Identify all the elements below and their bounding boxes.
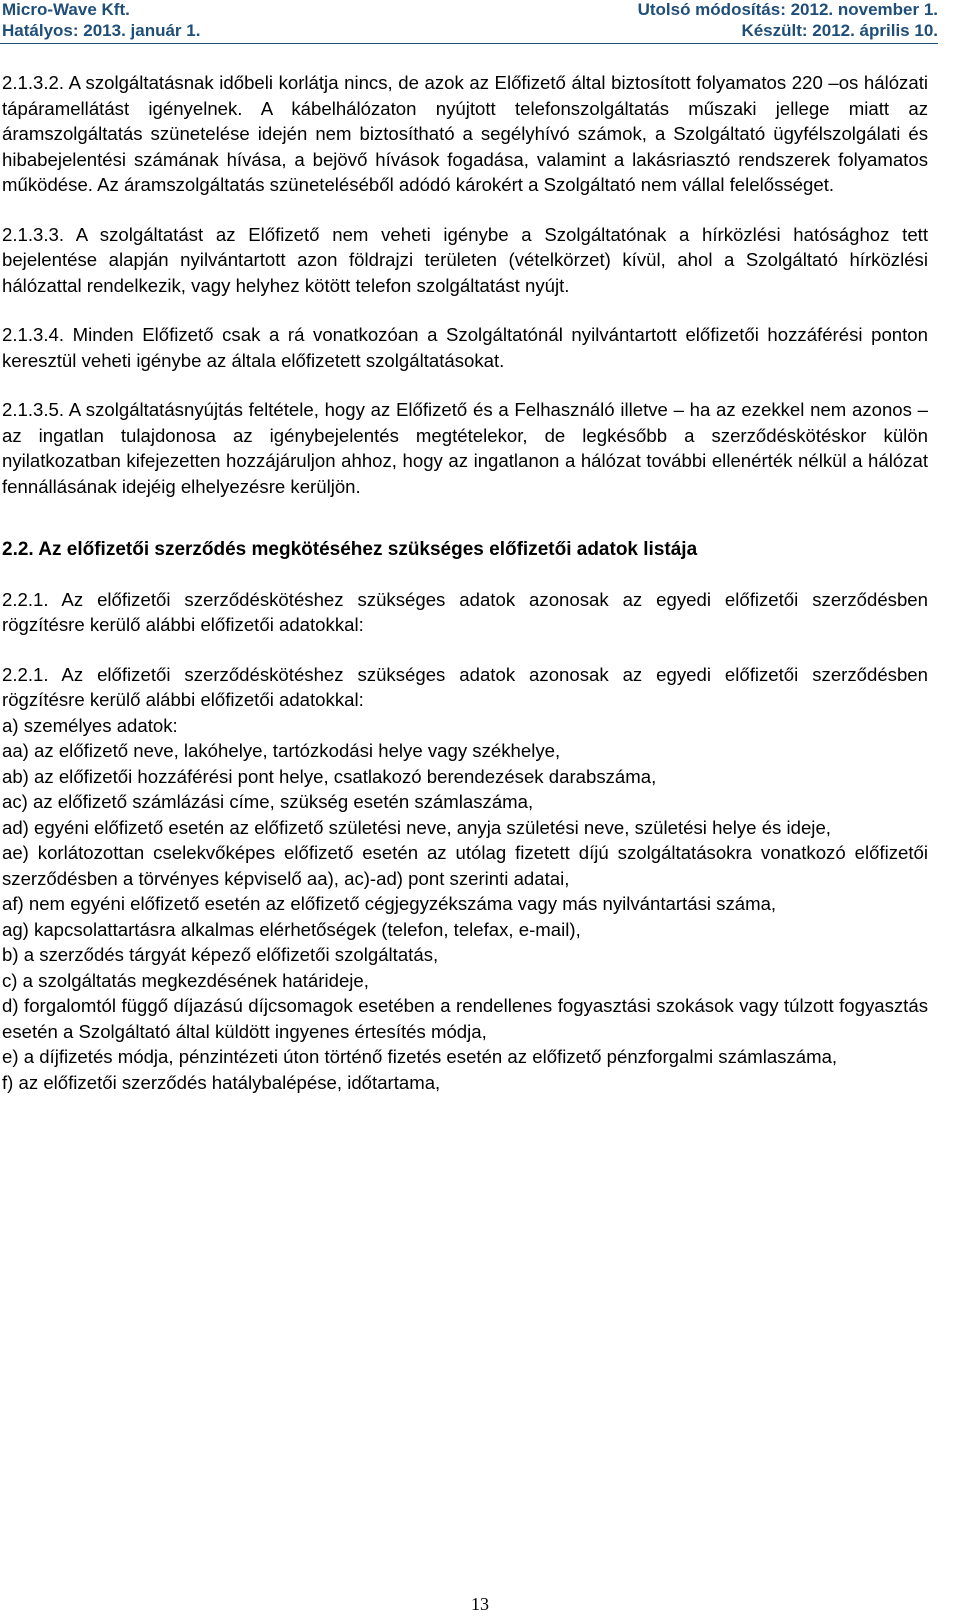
company-name: Micro-Wave Kft. bbox=[2, 0, 130, 19]
page-number: 13 bbox=[471, 1594, 489, 1614]
section-heading-2-2: 2.2. Az előfizetői szerződés megkötéséhez szükséges előfizetői adatok listája bbox=[2, 539, 698, 560]
list-item: f) az előfizetői szerződés hatálybalépése, időtartama, bbox=[2, 1071, 441, 1093]
created-date: Készült: 2012. április 10. bbox=[741, 21, 938, 40]
list-item: af) nem egyéni előfizető esetén az előfizető cégjegyzékszáma vagy más nyilvántartási száma, bbox=[2, 893, 777, 914]
list-item: e) a díjfizetés módja, pénzintézeti úton történő fizetés esetén az előfizető pénzforgalmi számlaszáma, bbox=[2, 1046, 838, 1067]
paragraph-2-1-3-4: 2.1.3.4. Minden Előfizető csak a rá vonatkozóan a Szolgáltatónál nyilvántartott előfizetői hozzáférési ponton keresztül veheti igénybe az általa előfizetett szolgáltatásokat. bbox=[2, 324, 928, 371]
last-modified-date: Utolsó módosítás: 2012. november 1. bbox=[637, 0, 938, 19]
effective-date: Hatályos: 2013. január 1. bbox=[2, 21, 201, 40]
list-item: c) a szolgáltatás megkezdésének határideje, bbox=[2, 969, 369, 991]
list-item: b) a szerződés tárgyát képező előfizetői szolgáltatás, bbox=[2, 944, 439, 965]
list-item: a) személyes adatok: bbox=[2, 714, 178, 736]
list-item: d) forgalomtól függő díjazású díjcsomagok esetében a rendellenes fogyasztási szokások vagy túlzott fogyasztás esetén a Szolgáltató által küldött ingyenes értesítés módja, bbox=[2, 995, 928, 1042]
list-item: ac) az előfizető számlázási címe, szükség esetén számlaszáma, bbox=[2, 791, 534, 812]
header-divider bbox=[0, 43, 938, 44]
page-header bbox=[0, 0, 960, 42]
paragraph-2-2-1-second: 2.2.1. Az előfizetői szerződéskötéshez szükséges adatok azonosak az egyedi előfizetői szerződésben rögzítésre kerülő alábbi előfizetői adatokkal: bbox=[2, 663, 928, 710]
list-item: ag) kapcsolattartásra alkalmas elérhetőségek (telefon, telefax, e-mail), bbox=[2, 918, 581, 940]
paragraph-2-2-1-first: 2.2.1. Az előfizetői szerződéskötéshez szükséges adatok azonosak az egyedi előfizetői szerződésben rögzítésre kerülő alábbi előfizetői adatokkal: bbox=[2, 588, 928, 635]
list-item: aa) az előfizető neve, lakóhelye, tartózkodási helye vagy székhelye, bbox=[2, 740, 561, 761]
document-body bbox=[2, 70, 928, 1095]
list-item: ae) korlátozottan cselekvőképes előfizető esetén az utólag fizetett díjú szolgáltatásokra vonatkozó előfizetői szerződésben a törvényes képviselő aa), ac)-ad) pont szerinti adatai, bbox=[2, 842, 928, 889]
subscriber-data-list bbox=[2, 713, 928, 1096]
paragraph-2-1-3-5: 2.1.3.5. A szolgáltatásnyújtás feltétele, hogy az Előfizető és a Felhasználó illetve – ha az ezekkel nem azonos – az ingatlan tulajdonosa az igénybejelentés megtételekor, de legkésőbb a szerződéskötéskor külön nyilatkozatban kifejezetten hozzájáruljon ahhoz, hogy az ingatlanon a hálózat további ellenérték nélkül a hálózat fennállásának idejéig elhelyezésre kerüljön. bbox=[2, 399, 928, 497]
list-item: ad) egyéni előfizető esetén az előfizető születési neve, anyja születési neve, születési helye és ideje, bbox=[2, 816, 831, 838]
list-item: ab) az előfizetői hozzáférési pont helye, csatlakozó berendezések darabszáma, bbox=[2, 765, 657, 787]
paragraph-2-1-3-3: 2.1.3.3. A szolgáltatást az Előfizető nem veheti igénybe a Szolgáltatónak a hírközlési hatósághoz tett bejelentése alapján nyilvántartott azon földrajzi területen (vételkörzet) kívül, ahol a Szolgáltató hírközlési hálózattal rendelkezik, vagy helyhez kötött telefon szolgáltatást nyújt. bbox=[2, 223, 928, 296]
paragraph-2-1-3-2: 2.1.3.2. A szolgáltatásnak időbeli korlátja nincs, de azok az Előfizető által biztosított folyamatos 220 –os hálózati tápáramellátást igényelnek. A kábelhálózaton nyújtott telefonszolgáltatás műszaki jellege miatt az áramszolgáltatás szünetelése idején nem biztosítható a segélyhívó számok, a Szolgáltató ügyfélszolgálati és hibabejelentési számának hívása, a bejövő hívások fogadása, valamint a lakásriasztó rendszerek folyamatos működése. Az áramszolgáltatás szüneteléséből adódó károkért a Szolgáltató nem vállal felelősséget. bbox=[2, 72, 928, 195]
